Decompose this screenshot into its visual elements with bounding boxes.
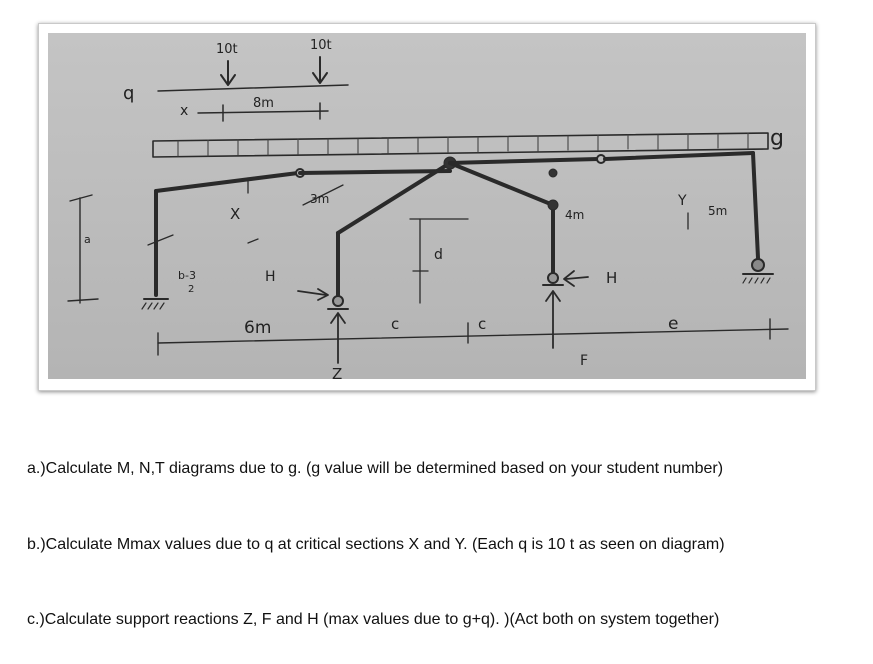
label-a: a	[84, 233, 91, 246]
main-beam-far-right	[605, 153, 753, 159]
label-b3: b-3	[178, 269, 196, 282]
question-c: c.)Calculate support reactions Z, F and H (max values due to g+q). )(Act both on system together)	[27, 611, 720, 628]
support-F-pin	[548, 273, 558, 283]
label-4m: 4m	[565, 208, 585, 222]
question-b: b.)Calculate Mmax values due to q at critical sections X and Y. (Each q is 10 t as seen on diagram)	[27, 536, 725, 553]
diagram-photo-frame	[38, 23, 816, 391]
label-2: 2	[188, 284, 195, 295]
label-H-right: H	[606, 269, 618, 287]
label-H-left: H	[265, 269, 276, 285]
support-Z-pin	[333, 296, 343, 306]
distributed-load-band	[153, 133, 768, 157]
label-6m: 6m	[244, 318, 272, 338]
label-8m: 8m	[253, 96, 274, 111]
label-c-left: c	[391, 315, 400, 333]
label-section-X: X	[230, 205, 241, 223]
label-d: d	[434, 247, 443, 263]
q-axis-line	[158, 85, 348, 91]
dim-b3-line	[148, 235, 173, 245]
right-column	[753, 153, 758, 258]
label-e: e	[668, 314, 679, 334]
support-right-pin	[752, 259, 764, 271]
main-beam-left	[156, 173, 298, 191]
H-right-arrow	[566, 277, 588, 279]
label-section-Y: Y	[678, 193, 687, 209]
label-load-left: 10t	[216, 42, 238, 57]
label-q: q	[123, 83, 135, 104]
label-c-right: c	[478, 315, 487, 333]
rafter-left	[300, 171, 450, 173]
question-a: a.)Calculate M, N,T diagrams due to g. (g value will be determined based on your student number)	[27, 460, 724, 477]
label-5m: 5m	[708, 204, 728, 218]
structural-diagram-photo	[48, 33, 806, 379]
label-load-right: 10t	[310, 38, 332, 53]
dim-8m-line	[198, 111, 328, 113]
main-beam-right	[450, 159, 598, 163]
structural-frame-sketch	[48, 33, 806, 379]
frame-right-slope	[450, 163, 553, 205]
label-3m: 3m	[310, 192, 330, 206]
label-Z: Z	[332, 365, 343, 379]
label-x-top: x	[180, 103, 189, 119]
label-F: F	[580, 353, 589, 369]
label-g: g	[770, 126, 784, 151]
